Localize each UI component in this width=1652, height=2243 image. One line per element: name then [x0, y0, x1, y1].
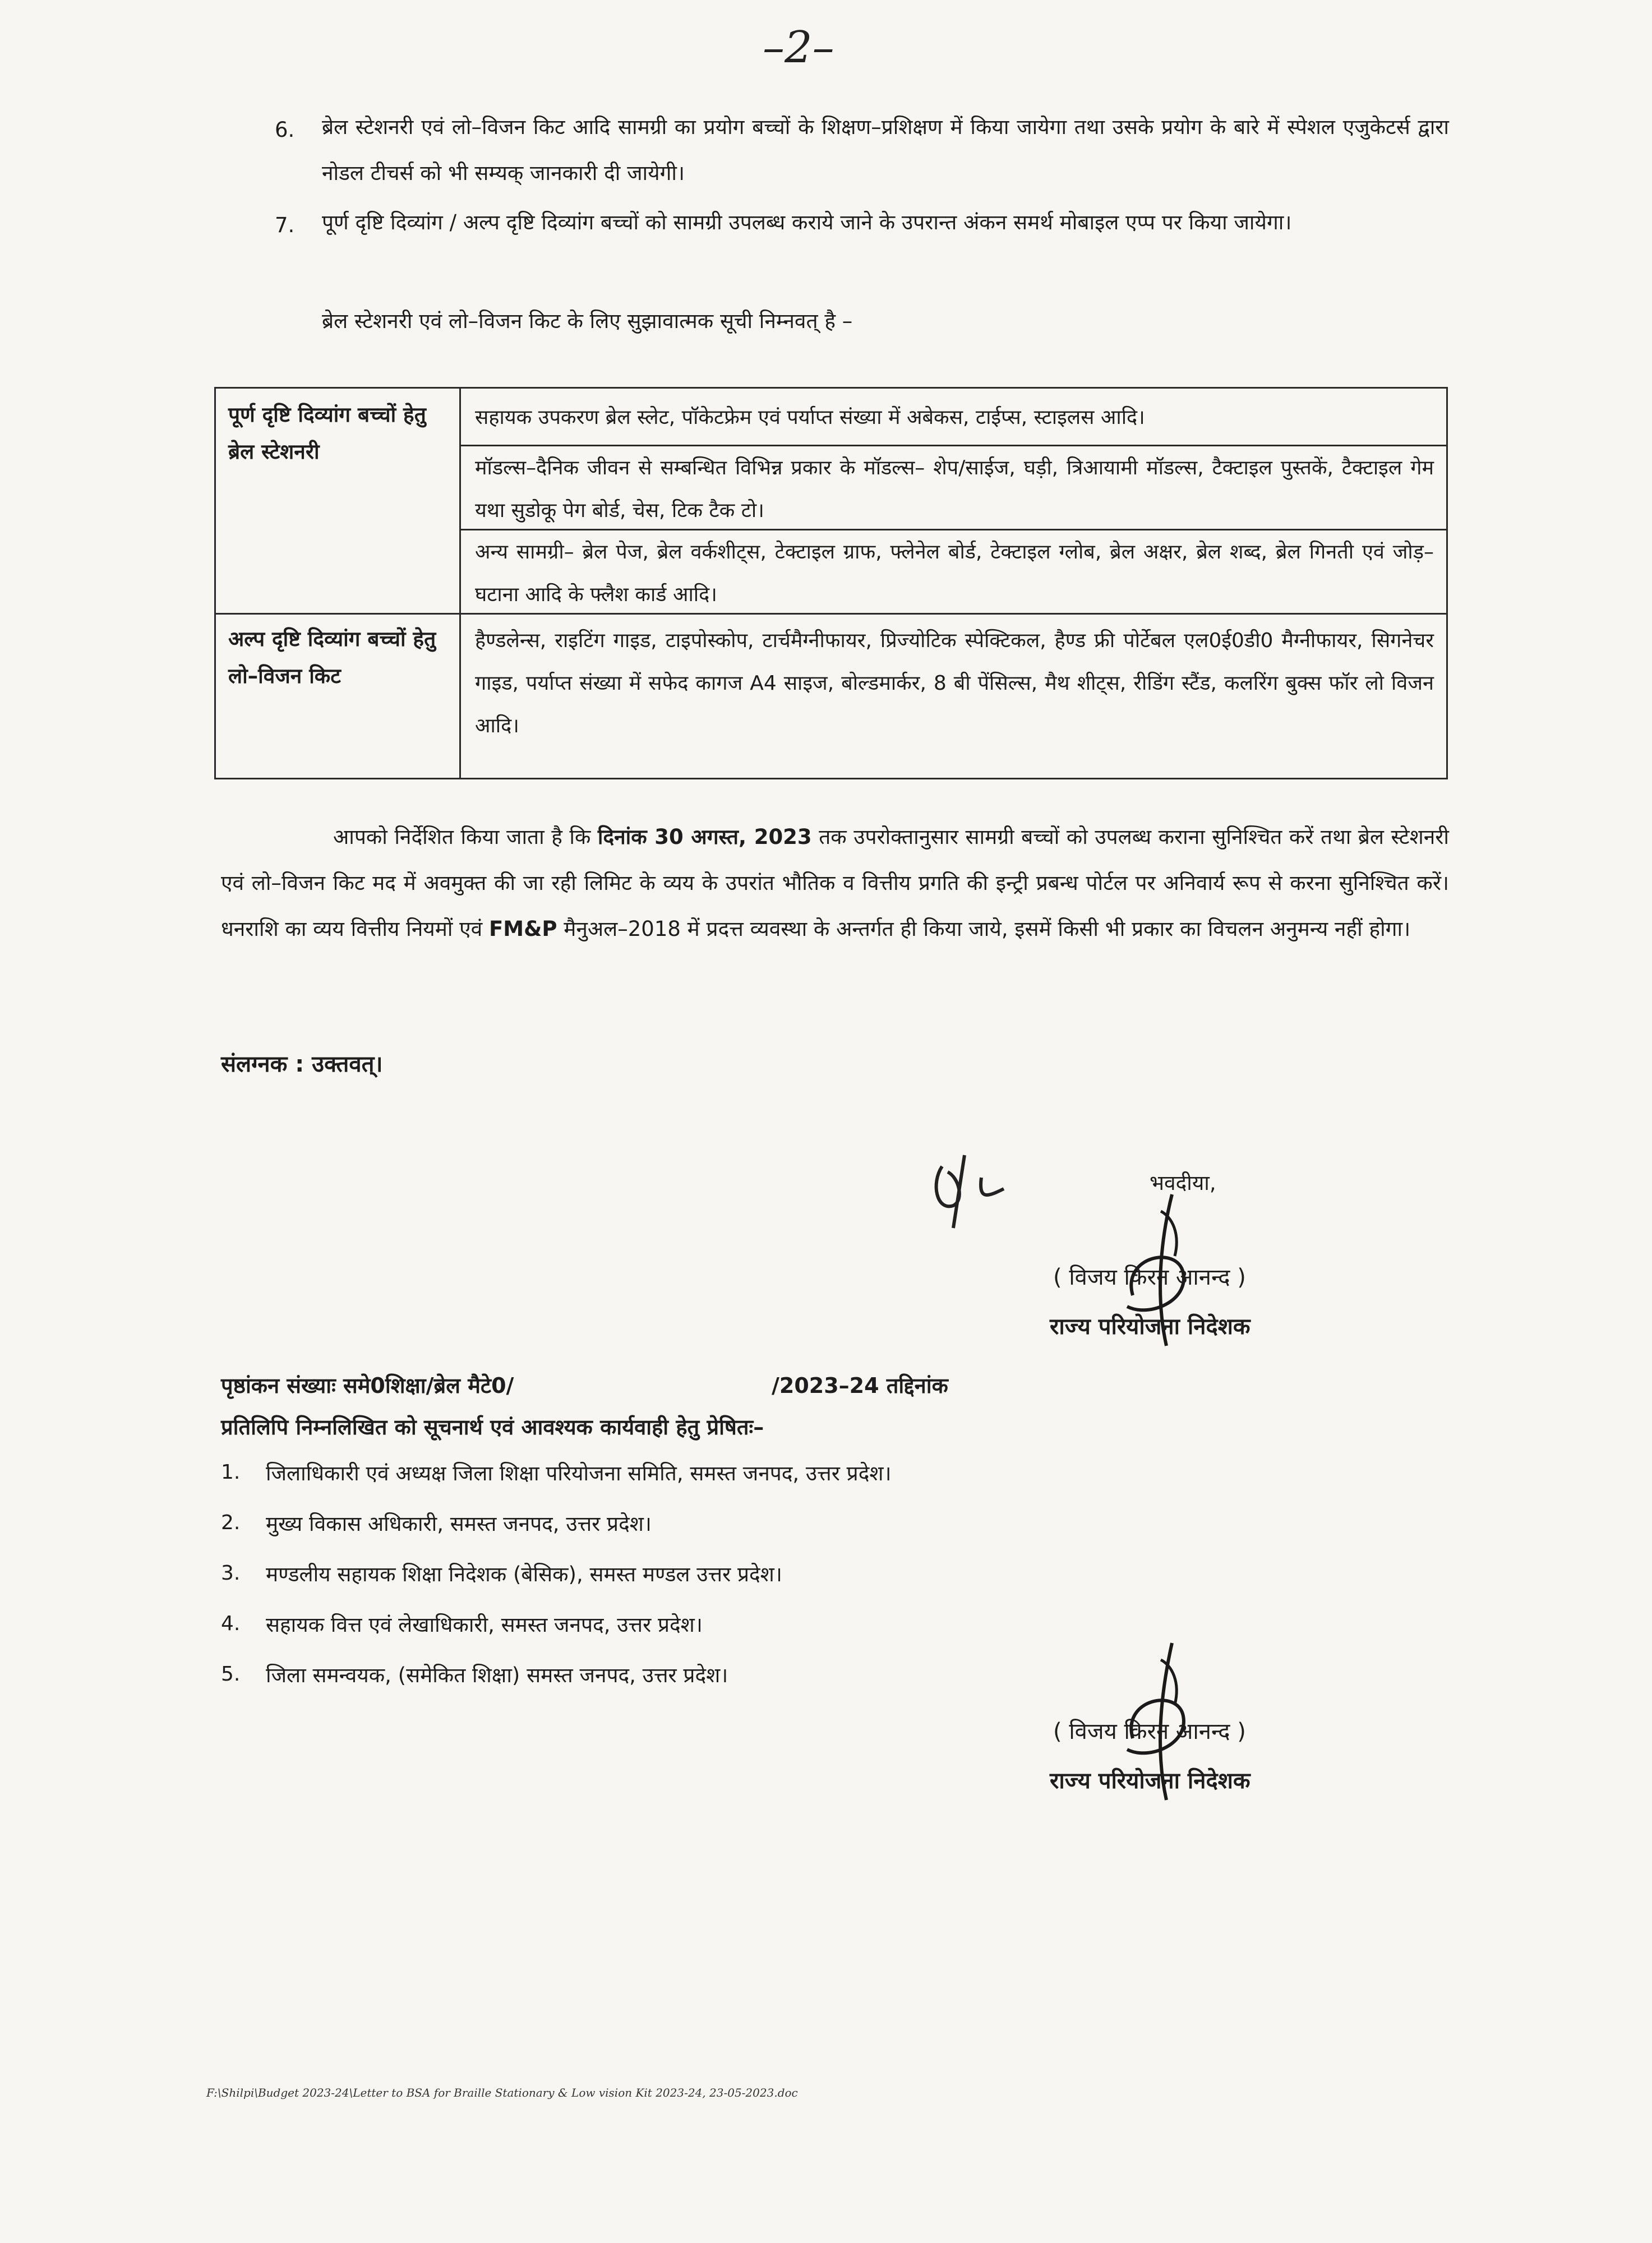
initials-mark	[920, 1144, 1015, 1234]
instruction-part1: आपको निर्देशित किया जाता है कि	[333, 825, 591, 849]
copy-to-line: प्रतिलिपि निम्नलिखित को सूचनार्थ एवं आवश्यक कार्यवाही हेतु प्रेषितः–	[221, 1415, 764, 1439]
instruction-fmp: FM&P	[488, 917, 557, 941]
enclosure-line: संलग्नक : उक्तवत्।	[221, 1051, 383, 1077]
instruction-paragraph	[221, 814, 1449, 952]
footer-file-path: F:\Shilpi\Budget 2023-24\Letter to BSA for Braille Stationary & Low vision Kit 2023-24, 23-05-2023.doc	[206, 2086, 798, 2099]
table-row1-header: पूर्ण दृष्टि दिव्यांग बच्चों हेतु ब्रेल स्टेशनरी	[228, 403, 426, 464]
table-row1-item-1: सहायक उपकरण ब्रेल स्लेट, पॉकेटफ्रेम एवं पर्याप्त संख्या में अबेकस, टाईप्स, स्टाइलस आदि।	[475, 406, 1145, 429]
recipient-1: जिलाधिकारी एवं अध्यक्ष जिला शिक्षा परियोजना समिति, समस्त जनपद, उत्तर प्रदेश।	[266, 1461, 892, 1485]
instruction-deadline: दिनांक 30 अगस्त, 2023	[597, 825, 812, 849]
recipient-2: मुख्य विकास अधिकारी, समस्त जनपद, उत्तर प्रदेश।	[266, 1512, 652, 1536]
materials-table	[214, 387, 1448, 779]
point-6-number: 6.	[275, 118, 295, 142]
table-row1-item-2: मॉडल्स–दैनिक जीवन से सम्बन्धित विभिन्न प्रकार के मॉडल्स– शेप/साईज, घड़ी, त्रिआयामी मॉडल्स, टैक्टाइल पुस्तकें, टैक्टाइल गेम यथा सुडोकू पेग बोर्ड, चेस, टिक टैक टो।	[475, 456, 1434, 522]
table-column-divider	[459, 389, 461, 778]
point-7-text: पूर्ण दृष्टि दिव्यांग / अल्प दृष्टि दिव्यांग बच्चों को सामग्री उपलब्ध कराये जाने के उपरान्त अंकन समर्थ मोबाइल एप्प पर किया जायेगा।	[322, 210, 1292, 234]
point-6-text: ब्रेल स्टेशनरी एवं लो–विजन किट आदि सामग्री का प्रयोग बच्चों के शिक्षण–प्रशिक्षण में किया जायेगा तथा उसके प्रयोग के बारे में स्पेशल एजुकेटर्स द्वारा नोडल टीचर्स को भी सम्यक् जानकारी दी जायेगी।	[322, 115, 1449, 185]
recipient-5-number: 5.	[221, 1663, 241, 1686]
recipient-1-number: 1.	[221, 1461, 241, 1484]
signatory-designation: राज्य परियोजना निदेशक	[1050, 1314, 1250, 1340]
recipient-5: जिला समन्वयक, (समेकित शिक्षा) समस्त जनपद, उत्तर प्रदेश।	[266, 1663, 728, 1687]
endorsement-ref: पृष्ठांकन संख्याः समे0शिक्षा/ब्रेल मैटे0/	[221, 1373, 514, 1398]
signatory-name-2: ( विजय किरन आनन्द )	[1053, 1719, 1246, 1744]
instruction-part3: मैनुअल–2018 में प्रदत्त व्यवस्था के अन्तर्गत ही किया जाये, इसमें किसी भी प्रकार का विचलन अनुमन्य नहीं होगा।	[564, 917, 1411, 941]
signatory-name: ( विजय किरन आनन्द )	[1053, 1264, 1246, 1290]
page-number: –2–	[763, 22, 834, 73]
recipient-4-number: 4.	[221, 1612, 241, 1635]
table-row-divider	[459, 445, 1446, 446]
recipient-4: सहायक वित्त एवं लेखाधिकारी, समस्त जनपद, उत्तर प्रदेश।	[266, 1613, 703, 1637]
recipient-2-number: 2.	[221, 1511, 241, 1534]
table-row2-item: हैण्डलेन्स, राइटिंग गाइड, टाइपोस्कोप, टार्चमैग्नीफायर, प्रिज्योटिक स्पेक्टिकल, हैण्ड फ्री पोर्टेबल एल0ई0डी0 मैग्नीफायर, सिगनेचर गाइड, पर्याप्त संख्या में सफेद कागज A4 साइज, बोल्डमार्कर, 8 बी पेंसिल्स, मैथ शीट्स, रीडिंग स्टैंड, कलरिंग बुक्स फॉर लो विजन आदि।	[475, 629, 1434, 737]
recipient-3: मण्डलीय सहायक शिक्षा निदेशक (बेसिक), समस्त मण्डल उत्तर प्रदेश।	[266, 1562, 782, 1586]
closing-salutation: भवदीया,	[1150, 1171, 1216, 1195]
table-row1-item-3: अन्य सामग्री– ब्रेल पेज, ब्रेल वर्कशीट्स, टेक्टाइल ग्राफ, फ्लेनेल बोर्ड, टेक्टाइल ग्लोब, ब्रेल अक्षर, ब्रेल शब्द, ब्रेल गिनती एवं जोड़–घटाना आदि के फ्लैश कार्ड आदि।	[475, 541, 1434, 606]
endorsement-ref-suffix: /2023–24 तद्दिनांक	[772, 1373, 948, 1398]
point-7-number: 7.	[275, 213, 295, 237]
signatory-designation-2: राज्य परियोजना निदेशक	[1050, 1768, 1250, 1794]
table-row2-header: अल्प दृष्टि दिव्यांग बच्चों हेतु लो–विजन किट	[228, 627, 436, 688]
list-intro: ब्रेल स्टेशनरी एवं लो–विजन किट के लिए सुझावात्मक सूची निम्नवत् है –	[322, 309, 853, 333]
recipient-3-number: 3.	[221, 1562, 241, 1585]
instruction-part2: तक उपरोक्तानुसार सामग्री बच्चों को उपलब्ध कराना सुनिश्चित करें तथा ब्रेल स्टेशनरी एवं लो–विजन किट मद में अवमुक्त की जा रही लिमिट के व्यय के उपरांत भौतिक व वित्तीय प्रगति की इन्ट्री प्रबन्ध पोर्टल पर अनिवार्य रूप से करना सुनिश्चित करें। धनराशि का व्यय वित्तीय नियमों एवं	[221, 825, 1449, 941]
